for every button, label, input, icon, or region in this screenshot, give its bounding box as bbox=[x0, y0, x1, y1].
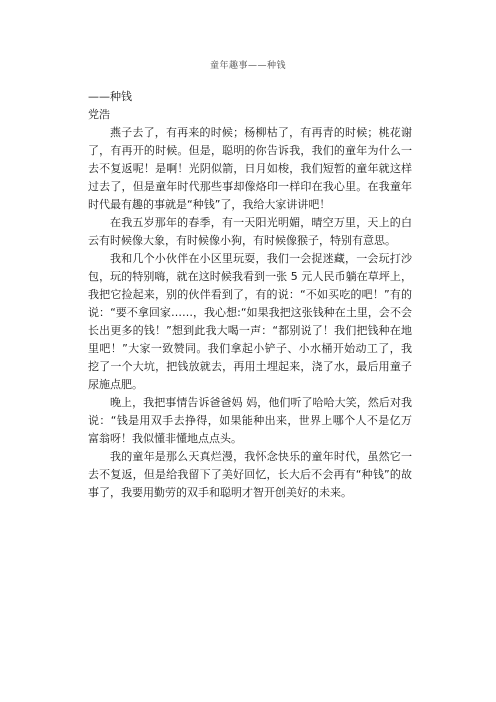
paragraph-3: 我和几个小伙伴在小区里玩耍，我们一会捉迷藏，一会玩打沙包，玩的特别嗨，就在这时候我看到一张 5 元人民币躺在草坪上，我把它捡起来，别的伙伴看到了，有的说：“不如买吃的吧！”有的说：“要不拿回家……，我心想:“如果我把这张钱种在土里，会不会长出更多的钱！”想到此我大喝一声：“都别说了！我们把钱种在地里吧！”大家一致赞同。我们拿起小铲子、小水桶开始动工了，我挖了一个大坑，把钱放就去，再用土埋起来，浇了水，最后用童子尿施点肥。 bbox=[88, 252, 412, 391]
paragraph-1: 燕子去了，有再来的时候；杨柳枯了，有再青的时候；桃花谢了，有再开的时候。但是，聪明的你告诉我，我们的童年为什么一去不复返呢！是啊！光阴似箭，日月如梭，我们短暂的童年就这样过去了，但是童年时代那些事却像烙印一样印在我心里。在我童年时代最有趣的事就是“种钱”了，我给大家讲讲吧！ bbox=[88, 126, 412, 211]
article-author: 党浩 bbox=[88, 108, 110, 121]
document-body bbox=[88, 88, 412, 502]
document-header-title: 童年趣事——种钱 bbox=[209, 61, 286, 71]
article-subtitle: ——种钱 bbox=[88, 90, 132, 103]
paragraph-4: 晚上，我把事情告诉爸爸妈 妈，他们听了哈哈大笑，然后对我说：“钱是用双手去挣得，如果能种出来，世界上哪个人不是亿万富翁呀！我似懂非懂地点点头。 bbox=[88, 396, 412, 445]
paragraph-2: 在我五岁那年的春季，有一天阳光明媚，晴空万里，天上的白云有时候像大象，有时候像小狗，有时候像猴子，特别有意思。 bbox=[88, 216, 412, 247]
paragraph-5: 我的童年是那么天真烂漫，我怀念快乐的童年时代，虽然它一去不复返，但是给我留下了美好回忆，长大后不会再有“种钱”的故事了，我要用勤劳的双手和聪明才智开创美好的未来。 bbox=[88, 450, 412, 499]
